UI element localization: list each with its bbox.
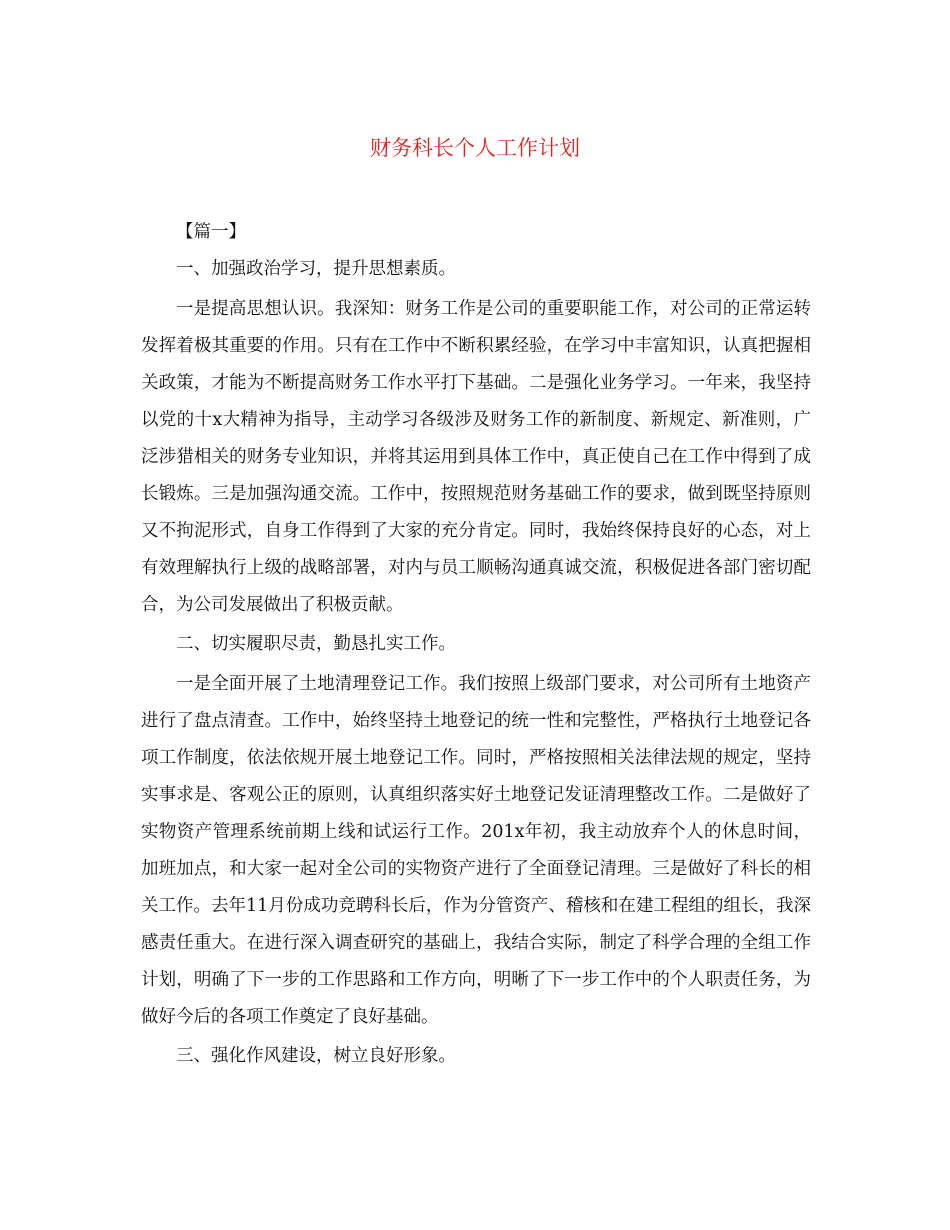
section-label-pian-yi: 【篇一】 [176,222,246,242]
paragraph-study: 一是提高思想认识。我深知：财务工作是公司的重要职能工作，对公司的正常运转发挥着极其重要的作用。只有在工作中不断积累经验，在学习中丰富知识，认真把握相关政策，才能为不断提高财务工作水平打下基础。二是强化业务学习。一年来，我坚持以党的十x大精神为指导，主动学习各级涉及财务工作的新制度、新规定、新准则，广泛涉猎相关的财务专业知识，并将其运用到具体工作中，真正使自己在工作中得到了成长锻炼。三是加强沟通交流。工作中，按照规范财务基础工作的要求，做到既坚持原则又不拘泥形式，自身工作得到了大家的充分肯定。同时，我始终保持良好的心态，对上有效理解执行上级的战略部署，对内与员工顺畅沟通真诚交流，积极促进各部门密切配合，为公司发展做出了积极贡献。 [141,299,811,615]
paragraph-duties: 一是全面开展了土地清理登记工作。我们按照上级部门要求，对公司所有土地资产进行了盘点清查。工作中，始终坚持土地登记的统一性和完整性，严格执行土地登记各项工作制度，依法依规开展土地登记工作。同时，严格按照相关法律法规的规定，坚持实事求是、客观公正的原则，认真组织落实好土地登记发证清理整改工作。二是做好了实物资产管理系统前期上线和试运行工作。201x年初，我主动放弃个人的休息时间，加班加点，和大家一起对全公司的实物资产进行了全面登记清理。三是做好了科长的相关工作。去年11月份成功竞聘科长后，作为分管资产、稽核和在建工程组的组长，我深感责任重大。在进行深入调查研究的基础上，我结合实际，制定了科学合理的全组工作计划，明确了下一步的工作思路和工作方向，明晰了下一步工作中的个人职责任务，为做好今后的各项工作奠定了良好基础。 [141,674,811,1027]
section-heading-3: 三、强化作风建设，树立良好形象。 [176,1046,456,1066]
document-title: 财务科长个人工作计划 [370,136,580,160]
section-heading-1: 一、加强政治学习，提升思想素质。 [176,259,456,279]
document-body [141,217,811,1078]
section-heading-2: 二、切实履职尽责，勤恳扎实工作。 [176,634,456,654]
